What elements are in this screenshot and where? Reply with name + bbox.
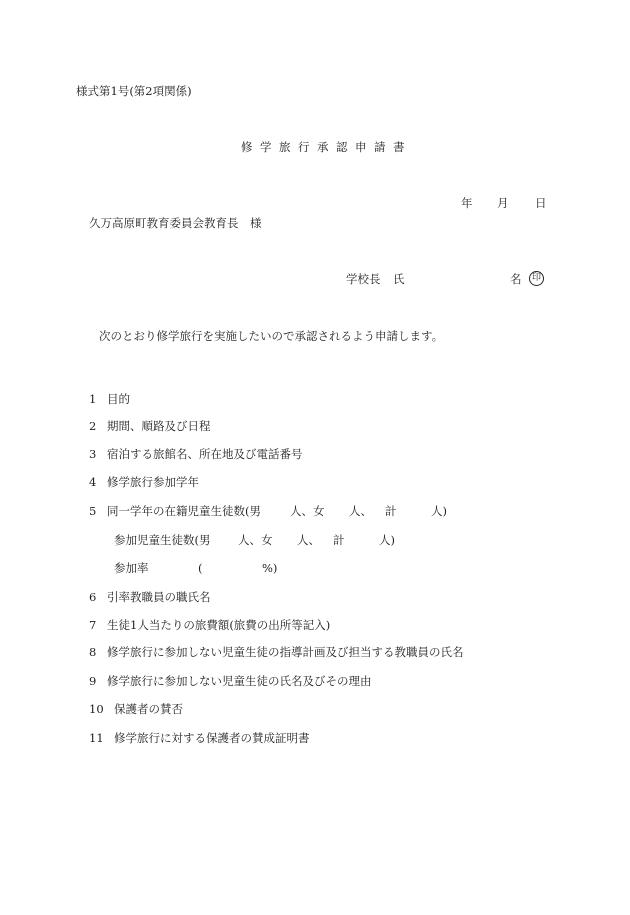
item-text: 修学旅行に参加しない児童生徒の氏名及びその理由 (107, 674, 372, 688)
item-text: 期間、順路及び日程 (107, 419, 211, 433)
addressee: 久万高原町教育委員会教育長 様 (89, 216, 262, 230)
item-number: 10 (89, 702, 104, 716)
enrollment-male-unit: 人、女 (290, 504, 325, 518)
item-number: 2 (89, 419, 97, 433)
seal-mark: 印 (529, 271, 544, 286)
enrollment-total-unit: 人) (431, 504, 447, 518)
principal-label: 学校長 (346, 272, 381, 286)
item-text: 修学旅行参加学年 (107, 475, 199, 489)
item-1 (89, 394, 130, 406)
rate-percent: %) (262, 561, 278, 575)
date-month: 月 (497, 196, 509, 210)
item-number: 7 (89, 618, 97, 632)
item-11 (89, 733, 310, 745)
item-6 (89, 592, 211, 604)
date-year: 年 (461, 196, 473, 210)
item-text: 目的 (107, 392, 130, 406)
item-5 (89, 506, 261, 518)
item-number: 4 (89, 475, 97, 489)
item-number: 5 (89, 504, 97, 518)
enrollment-total-label: 計 (385, 504, 397, 518)
item-text: 宿泊する旅館名、所在地及び電話番号 (107, 447, 303, 461)
item-4 (89, 477, 199, 489)
item-10 (89, 704, 183, 716)
rate-label: 参加率 (114, 561, 149, 575)
item-number: 1 (89, 392, 97, 406)
item-text: 修学旅行に参加しない児童生徒の指導計画及び担当する教職員の氏名 (107, 645, 464, 659)
item-number: 6 (89, 590, 97, 604)
item-number: 8 (89, 645, 97, 659)
item-8 (89, 647, 464, 659)
item-number: 11 (89, 731, 104, 745)
intro-text: 次のとおり修学旅行を実施したいので承認されるよう申請します。 (99, 329, 444, 343)
date-day: 日 (535, 196, 547, 210)
participants-male-unit: 人、女 (238, 533, 273, 547)
item-2 (89, 421, 211, 433)
participants-total-unit: 人) (379, 533, 395, 547)
participants-total-label: 計 (333, 533, 345, 547)
name-label: 氏 (393, 272, 405, 286)
form-number: 様式第1号(第2項関係) (76, 84, 192, 98)
document-title: 修学旅行承認申請書 (241, 140, 412, 154)
item-number: 9 (89, 674, 97, 688)
participants-female-unit: 人、 (297, 533, 320, 547)
item-text: 引率教職員の職氏名 (107, 590, 211, 604)
item-9 (89, 676, 372, 688)
item-text: 生徒1人当たりの旅費額(旅費の出所等記入) (107, 618, 331, 632)
item-7 (89, 620, 330, 632)
item-text: 同一学年の在籍児童生徒数(男 (107, 504, 261, 518)
item-text: 修学旅行に対する保護者の賛成証明書 (114, 731, 310, 745)
rate-open-paren: ( (198, 561, 203, 575)
item-text: 保護者の賛否 (114, 702, 183, 716)
name-suffix: 名 (510, 272, 522, 286)
item-3 (89, 449, 303, 461)
participants-label: 参加児童生徒数(男 (114, 533, 211, 547)
item-number: 3 (89, 447, 97, 461)
enrollment-female-unit: 人、 (349, 504, 372, 518)
